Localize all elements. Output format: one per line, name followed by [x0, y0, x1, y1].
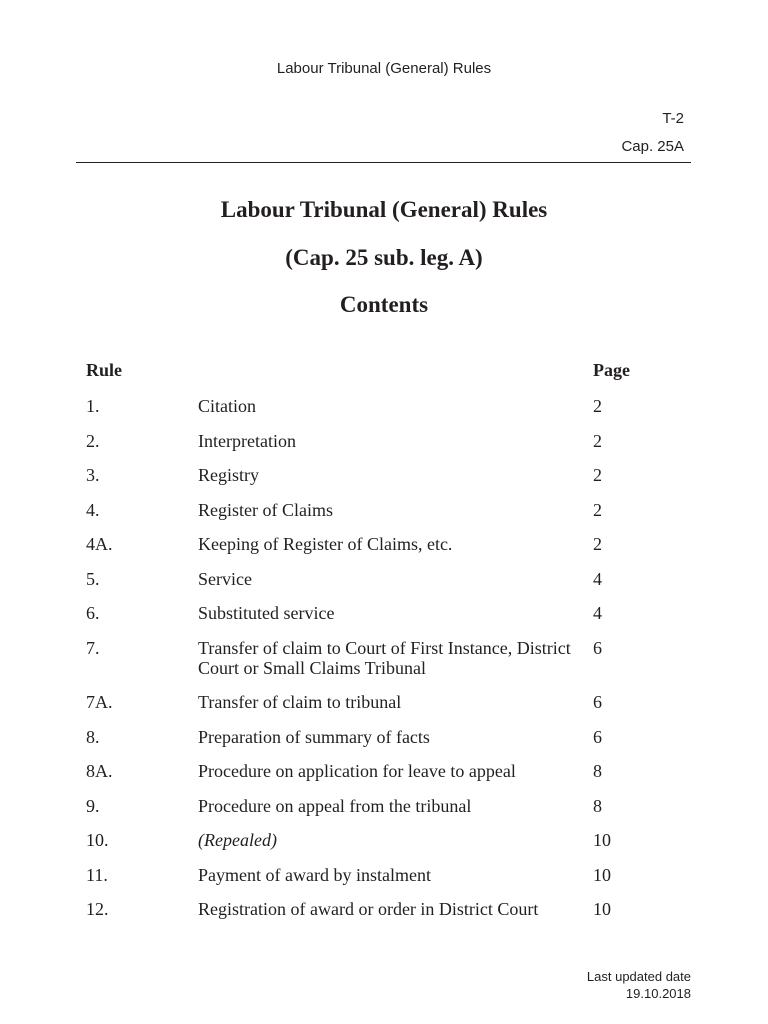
toc-rule-title: Interpretation — [198, 430, 296, 451]
last-updated-date: 19.10.2018 — [625, 986, 691, 1001]
toc-rule-title: Transfer of claim to tribunal — [198, 692, 402, 712]
toc-rule-number: 2. — [86, 430, 100, 451]
toc-rule-number: 4A. — [86, 534, 113, 554]
toc-rule-number: 12. — [86, 899, 109, 919]
toc-page-number: 4 — [593, 603, 602, 623]
toc-rule-number: 4. — [86, 499, 100, 520]
running-header: Labour Tribunal (General) Rules — [276, 60, 492, 77]
toc-rule-number: 6. — [86, 603, 100, 623]
toc-page-number: 6 — [593, 726, 602, 747]
toc-rule-title: Service — [198, 568, 252, 589]
toc-rule-title: Substituted service — [198, 603, 335, 623]
toc-row — [86, 638, 686, 678]
toc-rule-title: Procedure on application for leave to appeal — [198, 761, 516, 781]
toc-page-number: 6 — [593, 637, 602, 658]
toc-rule-title: (Repealed) — [198, 830, 277, 850]
toc-page-number: 2 — [593, 499, 602, 520]
toc-row — [86, 865, 686, 885]
document-title: Labour Tribunal (General) Rules — [220, 197, 548, 222]
header-divider — [76, 162, 691, 163]
chapter-code: Cap. 25A — [621, 138, 684, 155]
toc-rule-title: Preparation of summary of facts — [198, 726, 430, 747]
toc-rule-title: Register of Claims — [198, 499, 333, 520]
toc-row — [86, 465, 686, 485]
toc-rule-number: 9. — [86, 795, 100, 816]
toc-row — [86, 830, 686, 850]
toc-row — [86, 500, 686, 520]
toc-page-number: 2 — [593, 534, 602, 554]
page-column-header: Page — [593, 360, 630, 380]
toc-rule-number: 8. — [86, 726, 100, 747]
toc-row — [86, 534, 686, 554]
toc-rule-title: Transfer of claim to Court of First Instance, District Court or Small Claims Tribunal — [198, 637, 571, 678]
toc-rule-number: 10. — [86, 830, 109, 850]
toc-page-number: 10 — [593, 899, 611, 919]
toc-rule-number: 11. — [86, 864, 108, 885]
toc-rule-title: Registry — [198, 465, 259, 485]
toc-row — [86, 431, 686, 451]
toc-page-number: 2 — [593, 396, 602, 416]
toc-row — [86, 761, 686, 781]
toc-page-number: 4 — [593, 568, 602, 589]
toc-page-number: 10 — [593, 864, 611, 885]
toc-page-number: 2 — [593, 430, 602, 451]
toc-rule-number: 3. — [86, 465, 100, 485]
last-updated — [587, 968, 691, 1002]
toc-rule-title: Procedure on appeal from the tribunal — [198, 795, 472, 816]
last-updated-label: Last updated date — [586, 969, 691, 984]
table-of-contents — [86, 360, 686, 934]
toc-page-number: 2 — [593, 465, 602, 485]
toc-rows — [86, 396, 686, 919]
page-code: T-2 — [662, 110, 684, 127]
toc-row — [86, 727, 686, 747]
toc-rule-number: 7. — [86, 637, 100, 658]
rule-column-header: Rule — [86, 360, 122, 380]
toc-row — [86, 692, 686, 712]
toc-rule-number: 7A. — [86, 692, 113, 712]
document-subtitle: (Cap. 25 sub. leg. A) — [285, 245, 483, 270]
toc-rule-title: Citation — [198, 396, 256, 416]
toc-row — [86, 796, 686, 816]
toc-rule-number: 5. — [86, 568, 100, 589]
toc-row — [86, 569, 686, 589]
toc-row — [86, 396, 686, 416]
toc-row — [86, 603, 686, 623]
toc-rule-number: 8A. — [86, 761, 113, 781]
toc-page-number: 10 — [593, 830, 611, 850]
toc-page-number: 6 — [593, 692, 602, 712]
toc-page-number: 8 — [593, 795, 602, 816]
toc-rule-title: Keeping of Register of Claims, etc. — [198, 534, 453, 554]
toc-page-number: 8 — [593, 761, 602, 781]
toc-row — [86, 899, 686, 919]
contents-heading: Contents — [339, 292, 429, 317]
toc-rule-number: 1. — [86, 396, 100, 416]
toc-rule-title: Payment of award by instalment — [198, 864, 431, 885]
toc-rule-title: Registration of award or order in District Court — [198, 899, 539, 919]
toc-header-row — [86, 360, 686, 396]
